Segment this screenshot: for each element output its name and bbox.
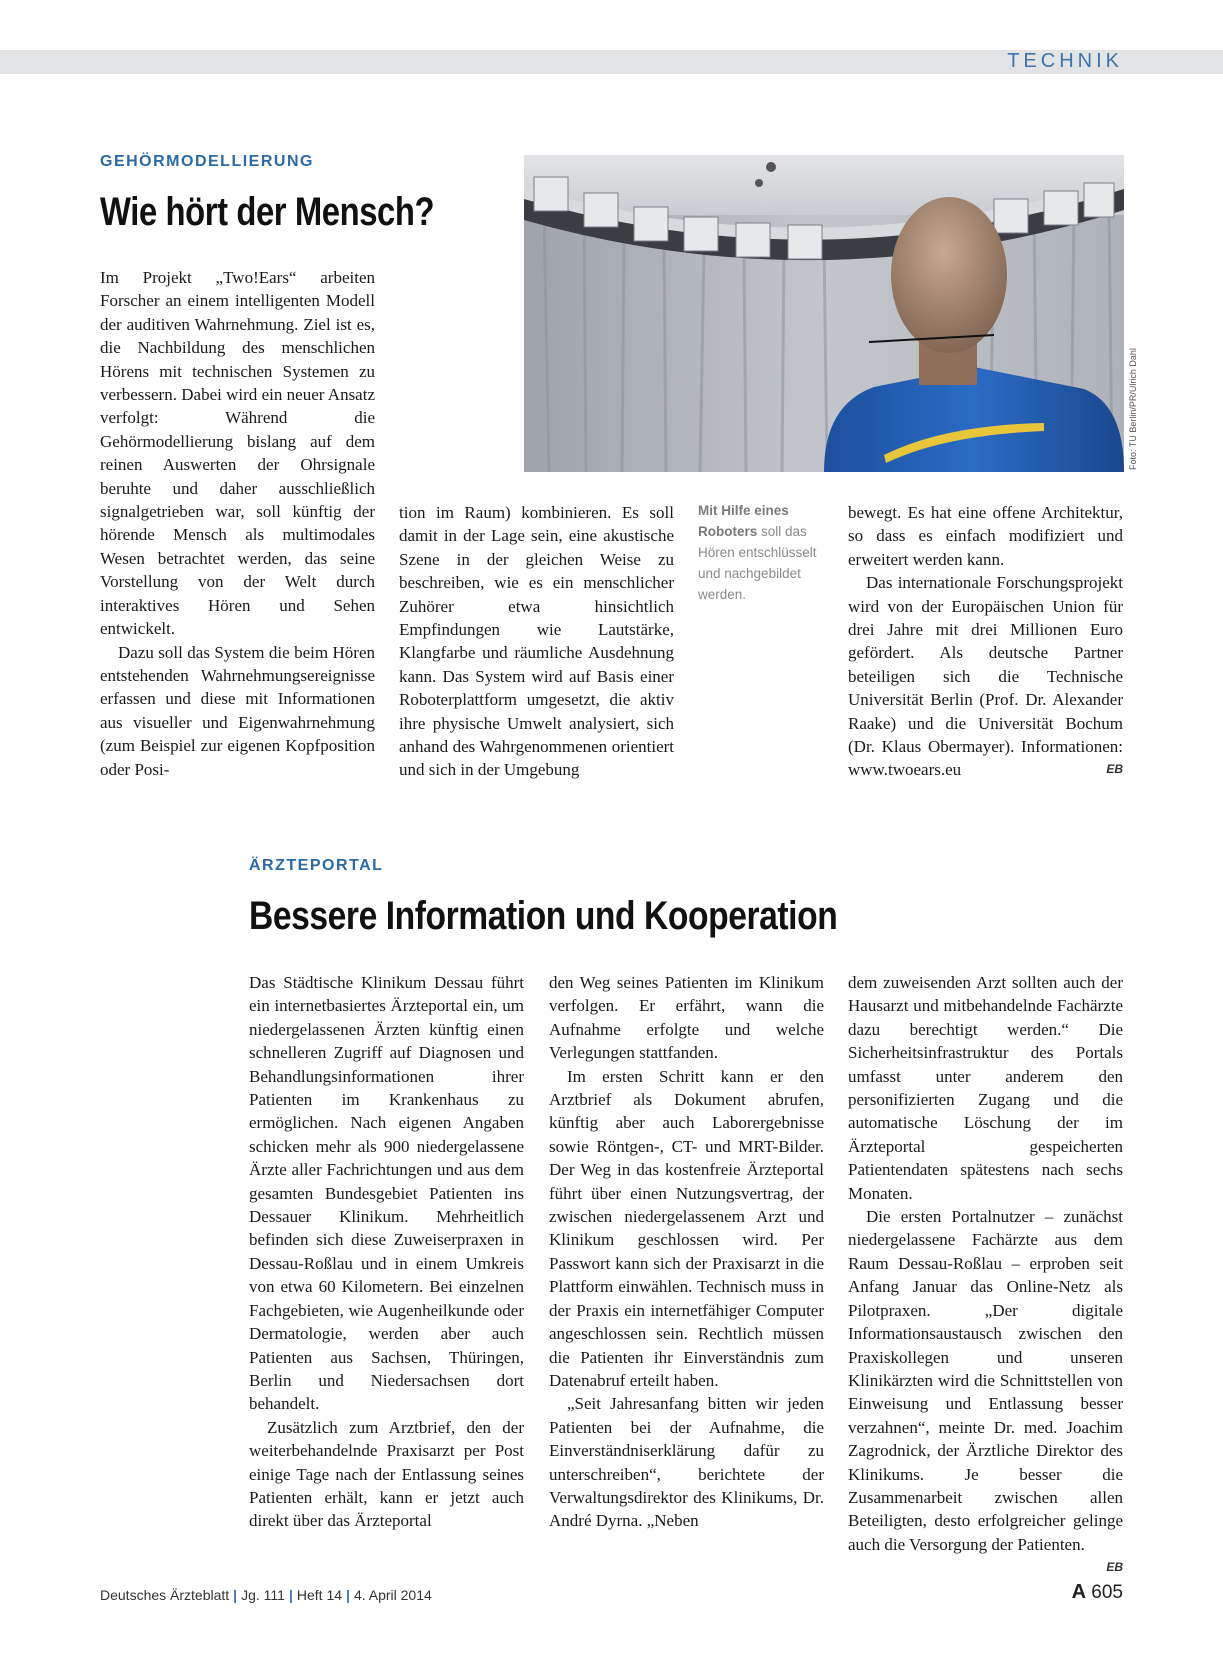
page-number: 605 — [1091, 1582, 1123, 1603]
article2-title: Bessere Information und Kooperation — [249, 894, 838, 938]
paragraph — [848, 1205, 1123, 1575]
paragraph: Dazu soll das System die beim Hören entstehenden Wahrnehmungsereignisse erfassen und diese mit Informationen aus visueller und Eigenwahrnehmung (zum Beispiel zur eigenen Kopfposition oder Posi- — [100, 642, 375, 779]
paragraph: Im Projekt „Two!Ears“ arbeiten Forscher an einem intelligenten Modell der auditiven Wahrnehmung. Ziel ist es, die Nachbildung des menschlichen Hörens mit technischen Systemen zu verbessern. Dabei wird ein neuer Ansatz verfolgt: Während die Gehörmodellierung bislang auf dem reinen Auswerten der Ohrsignale beruhte und daher ausschließlich signalgetrieben war, soll künftig der hörende Mensch als multimodales Wesen betrachtet werden, das seine Vorstellung von der Welt durch interaktives Hören und Sehen entwickelt. — [100, 268, 375, 639]
article2-column-1 — [249, 971, 524, 1533]
caption-lead: Mit Hilfe eines Roboters — [698, 503, 789, 539]
separator: | — [233, 1587, 238, 1603]
caption-text: soll das Hören entschlüsselt und nachgebildet werden. — [698, 524, 817, 602]
article1-column-2 — [399, 501, 674, 782]
issue: Heft 14 — [296, 1587, 343, 1603]
article1-title: Wie hört der Mensch? — [100, 190, 435, 234]
paragraph — [848, 571, 1123, 782]
paragraph: tion im Raum) kombinieren. Es soll damit in der Lage sein, eine akustische Szene in der gleichen Weise zu beschreiben, wie es ein menschlicher Zuhörer etwa hinsichtlich Empfindungen wie Lautstärke, Klangfarbe und räumliche Ausdehnung kann. Das System wird auf Basis einer Roboterplattform umgesetzt, die aktiv ihre physische Umwelt analysiert, sich anhand des Wahrgenommenen orientiert und sich in der Umgebung — [399, 503, 674, 780]
article-photo — [524, 155, 1124, 472]
page-number-block — [1072, 1581, 1123, 1604]
paragraph: dem zuweisenden Arzt sollten auch der Hausarzt und mitbehandelnde Fachärzte dazu berechtigt werden.“ Die Sicherheitsinfrastruktur des Portals umfasst unter anderem den personifizierten Zugang und die automatische Löschung der im Ärzteportal gespeicherten Patientendaten spätestens nach sechs Monaten. — [848, 973, 1123, 1203]
paragraph-text: Das internationale Forschungsprojekt wird von der Europäischen Union für drei Jahre mit drei Millionen Euro gefördert. Als deutsche Partner beteiligen sich die Technische Universität Berlin (Prof. Dr. Alexander Raake) und die Universität Bochum (Dr. Klaus Obermayer). Informationen: www.twoears.eu — [848, 573, 1123, 780]
robot-photo-illustration — [524, 155, 1124, 472]
article2-kicker: ÄRZTEPORTAL — [249, 857, 384, 874]
separator: | — [346, 1587, 350, 1603]
paragraph: Im ersten Schritt kann er den Arztbrief als Dokument abrufen, künftig aber auch Laborergebnisse sowie Röntgen-, CT- und MRT-Bilder. Der Weg in das kostenfreie Ärzteportal führt über einen Nutzungsvertrag, der zwischen niedergelassenem Arzt und Klinikum geschlossen wird. Per Passwort kann sich der Praxisarzt in die Plattform einwählen. Technisch muss in der Praxis ein internetfähiger Computer angeschlossen sein. Rechtlich müssen die Patienten ihr Einverständnis zum Datenabruf erteilt haben. — [549, 1066, 824, 1390]
paragraph: „Seit Jahresanfang bitten wir jeden Patienten bei der Aufnahme, die Einverständniserklärung dafür zu unterschreiben“, berichtete der Verwaltungsdirektor des Klinikums, Dr. André Dyrna. „Neben — [549, 1394, 824, 1531]
paragraph: den Weg seines Patienten im Klinikum verfolgen. Er erfährt, wann die Aufnahme erfolgte und welche Verlegungen stattfanden. — [549, 973, 824, 1063]
paragraph-text: Die ersten Portalnutzer – zunächst niedergelassene Fachärzte aus dem Raum Dessau-Roßlau – erproben seit Anfang Januar das Online-Netz als Pilotpraxen. „Der digitale Informationsaustausch zwischen den Praxiskollegen und unseren Klinikärzten wird die Schnittstellen von Einweisung und Entlassung besser verzahnen“, meinte Dr. med. Joachim Zagrodnick, der Ärztliche Direktor des Klinikums. Je besser die Zusammenarbeit zwischen allen Beteiligten, desto erfolgreicher gelinge auch die Versorgung der Patienten. — [848, 1207, 1123, 1554]
article1-column-3 — [848, 501, 1123, 782]
author-signature: EB — [1106, 762, 1123, 777]
paragraph: Zusätzlich zum Arztbrief, den der weiterbehandelnde Praxisarzt per Post einige Tage nach der Entlassung seines Patienten erhält, kann er jetzt auch direkt über das Ärzteportal — [249, 1417, 524, 1531]
photo-caption — [698, 500, 828, 605]
paragraph: Das Städtische Klinikum Dessau führt ein internetbasiertes Ärzteportal ein, um niedergelassenen Ärzten künftig einen schnelleren Zugriff auf Diagnosen und Behandlungsinformationen ihrer Patienten im Krankenhaus zu ermöglichen. Nach eigenen Angaben schicken mehr als 900 niedergelassene Ärzte aller Fachrichtungen und aus dem gesamten Bundesgebiet Patienten ins Dessauer Klinikum. Mehrheitlich befinden sich diese Zuweiserpraxen in Dessau-Roßlau und in einem Umkreis von etwa 60 Kilometern. Bei einzelnen Fachgebieten, wie Augenheilkunde oder Dermatologie, werden aber auch Patienten aus Sachsen, Thüringen, Berlin und Niedersachsen dort behandelt. — [249, 973, 524, 1414]
volume: Jg. 111 — [241, 1587, 285, 1603]
page-prefix: A — [1071, 1581, 1087, 1603]
footer-citation — [100, 1587, 432, 1603]
author-signature: EB — [1106, 1560, 1123, 1575]
page-footer — [100, 1581, 1123, 1611]
paragraph: bewegt. Es hat eine offene Architektur, so dass es einfach modifiziert und erweitert werden kann. — [848, 503, 1123, 569]
separator: | — [288, 1587, 293, 1603]
journal-name: Deutsches Ärzteblatt — [100, 1587, 230, 1603]
article2-column-3 — [848, 971, 1123, 1580]
article2-column-2 — [549, 971, 824, 1533]
article1-kicker: GEHÖRMODELLIERUNG — [100, 153, 314, 170]
date: 4. April 2014 — [353, 1587, 432, 1603]
photo-credit: Foto: TU Berlin/PR/Ulrich Dahl — [1128, 348, 1138, 470]
section-label: TECHNIK — [1007, 50, 1123, 72]
article1-column-1 — [100, 266, 375, 781]
